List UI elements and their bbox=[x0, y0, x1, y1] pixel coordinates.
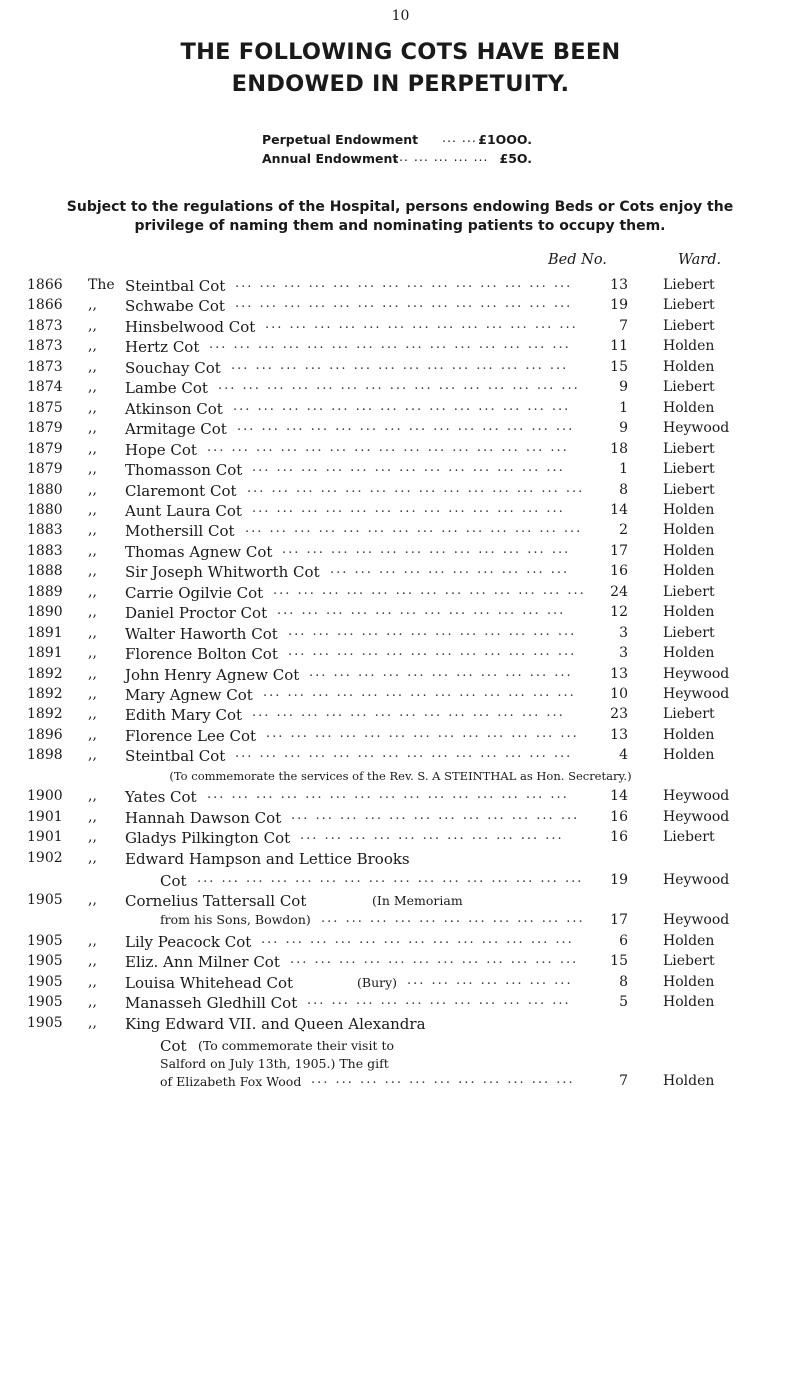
cot-prefix: ,, bbox=[88, 892, 97, 908]
cot-row bbox=[0, 850, 801, 870]
cot-row bbox=[0, 359, 801, 379]
cot-year: 1891 bbox=[27, 624, 63, 641]
dot-leader: ... ... ... ... ... ... ... ... ... ... ... ... bbox=[288, 623, 577, 639]
cot-name: Hinsbelwood Cot bbox=[125, 317, 256, 336]
cot-name: Florence Bolton Cot bbox=[125, 645, 278, 664]
cot-year: 1896 bbox=[27, 726, 63, 743]
page-title bbox=[0, 36, 801, 100]
cot-bed-number: 9 bbox=[619, 379, 628, 396]
cot-name: Atkinson Cot bbox=[125, 399, 223, 418]
cot-year: 1905 bbox=[27, 953, 63, 969]
cot-year: 1905 bbox=[27, 1014, 63, 1031]
cot-ward: Heywood bbox=[663, 665, 730, 682]
cot-bed-number: 3 bbox=[619, 645, 628, 662]
cot-prefix: ,, bbox=[88, 338, 97, 355]
cot-ward: Liebert bbox=[663, 953, 715, 969]
cot-prefix: ,, bbox=[88, 399, 97, 416]
cot-name: Mothersill Cot bbox=[125, 522, 235, 541]
cot-prefix: The bbox=[88, 277, 115, 293]
endowment-dots: ... ... bbox=[442, 130, 477, 145]
cot-bed-number: 23 bbox=[610, 706, 628, 723]
cot-prefix: ,, bbox=[88, 994, 97, 1010]
dot-leader: ... ... ... ... ... ... ... ... ... ... ... bbox=[307, 993, 571, 1008]
cot-year: 1883 bbox=[27, 522, 63, 539]
cot-prefix: ,, bbox=[88, 583, 97, 600]
cot-row bbox=[0, 502, 801, 522]
cot-ward: Holden bbox=[663, 358, 715, 375]
cot-name: Edward Hampson and Lettice Brooks bbox=[125, 849, 410, 868]
dot-leader: ... ... ... ... ... ... ... ... ... ... ... ... ... ... ... ... bbox=[197, 870, 584, 886]
cot-ward: Holden bbox=[663, 604, 715, 621]
cot-bed-number: 16 bbox=[610, 563, 628, 580]
cot-ward: Liebert bbox=[663, 277, 715, 293]
cot-name-continued: Cot bbox=[160, 871, 187, 890]
cot-name: King Edward VII. and Queen Alexandra bbox=[125, 1014, 426, 1033]
cot-year: 1891 bbox=[27, 645, 63, 662]
dot-leader: ... ... ... ... ... ... ... ... ... ... ... bbox=[321, 911, 585, 926]
cot-prefix: ,, bbox=[88, 501, 97, 518]
cot-ward: Liebert bbox=[663, 583, 715, 600]
cot-prefix: ,, bbox=[88, 522, 97, 539]
cot-bed-number: 3 bbox=[619, 624, 628, 641]
cot-row bbox=[0, 338, 801, 358]
cot-bed-number: 2 bbox=[619, 522, 628, 539]
cot-row bbox=[0, 318, 801, 338]
cot-name: Lily Peacock Cot bbox=[125, 932, 252, 951]
dot-leader: ... ... ... ... ... ... ... ... ... ... ... ... ... bbox=[261, 931, 574, 947]
title-line-1: THE FOLLOWING COTS HAVE BEEN bbox=[180, 39, 621, 65]
dot-leader: ... ... ... ... ... ... ... ... ... ... ... ... ... ... ... bbox=[207, 787, 569, 802]
cot-ward: Holden bbox=[663, 747, 715, 764]
cot-year: 1890 bbox=[27, 604, 63, 621]
cot-ward: Liebert bbox=[663, 706, 715, 723]
cot-prefix: ,, bbox=[88, 747, 97, 764]
cot-bed-number: 9 bbox=[619, 420, 628, 437]
cot-sub-note: of Elizabeth Fox Wood bbox=[160, 1073, 302, 1089]
cot-ward: Holden bbox=[663, 645, 715, 662]
cot-row bbox=[0, 666, 801, 686]
cot-ward: Holden bbox=[663, 542, 715, 559]
cot-bed-number: 1 bbox=[619, 461, 628, 478]
cot-year: 1902 bbox=[27, 849, 63, 866]
cot-ward: Liebert bbox=[663, 829, 715, 845]
cot-name: Edith Mary Cot bbox=[125, 706, 243, 725]
cot-name-note: (In Memoriam bbox=[372, 893, 463, 908]
cot-prefix: ,, bbox=[88, 461, 97, 478]
endowment-label: Annual Endowment bbox=[262, 151, 399, 166]
cot-name: Gladys Pilkington Cot bbox=[125, 829, 291, 847]
cot-row bbox=[0, 441, 801, 461]
cot-year: 1866 bbox=[27, 297, 63, 314]
dot-leader: ... ... ... ... ... ... ... ... ... ... ... ... ... ... bbox=[237, 419, 575, 435]
cot-bed-number: 7 bbox=[619, 1072, 628, 1089]
cot-bed-number: 15 bbox=[610, 358, 628, 375]
cot-ward: Liebert bbox=[663, 624, 715, 641]
cot-year: 1874 bbox=[27, 379, 63, 396]
cot-name: Walter Haworth Cot bbox=[125, 624, 278, 643]
endowment-label: Perpetual Endowment bbox=[262, 132, 419, 147]
cot-name: Souchay Cot bbox=[125, 358, 221, 377]
cot-ward: Liebert bbox=[663, 461, 715, 478]
dot-leader: ... ... ... ... ... ... ... ... ... ... ... ... ... ... ... bbox=[218, 378, 580, 394]
cot-year: 1905 bbox=[27, 973, 63, 990]
cot-row bbox=[0, 522, 801, 542]
cot-ward: Holden bbox=[663, 726, 715, 743]
cot-row bbox=[0, 727, 801, 747]
cot-prefix: ,, bbox=[88, 317, 97, 334]
cot-row bbox=[0, 420, 801, 440]
cot-bed-number: 24 bbox=[610, 583, 628, 600]
cot-name: Claremont Cot bbox=[125, 481, 237, 500]
cot-name: Hope Cot bbox=[125, 440, 197, 459]
cot-year: 1901 bbox=[27, 808, 63, 825]
cot-prefix: ,, bbox=[88, 645, 97, 662]
cot-ward: Heywood bbox=[663, 420, 730, 437]
dot-leader: ... ... ... ... ... ... ... ... ... ... ... ... bbox=[288, 644, 577, 660]
cot-prefix: ,, bbox=[88, 932, 97, 949]
dot-leader: ... ... ... ... ... ... ... ... ... ... ... ... ... ... bbox=[235, 276, 573, 291]
cot-ward: Heywood bbox=[663, 871, 730, 888]
cot-name: Steintbal Cot bbox=[125, 277, 226, 295]
cot-ward: Liebert bbox=[663, 379, 715, 396]
cot-name: Carrie Ogilvie Cot bbox=[125, 583, 264, 602]
cot-bed-number: 18 bbox=[610, 440, 628, 457]
cot-year: 1905 bbox=[27, 892, 63, 908]
cot-name-note: (Bury) bbox=[357, 974, 398, 990]
cot-row bbox=[0, 379, 801, 399]
cot-ward: Liebert bbox=[663, 297, 715, 314]
cot-year: 1892 bbox=[27, 686, 63, 702]
cot-row bbox=[0, 297, 801, 317]
cot-ward: Heywood bbox=[663, 788, 730, 804]
cot-bed-number: 14 bbox=[610, 501, 628, 518]
dot-leader: ... ... ... ... ... ... ... ... ... ... ... ... ... bbox=[252, 500, 565, 516]
cot-ward: Holden bbox=[663, 973, 715, 990]
cot-row bbox=[0, 788, 801, 808]
cot-row-continuation bbox=[0, 872, 801, 892]
dot-leader: ... ... ... ... ... ... ... ... ... ... ... ... bbox=[291, 807, 580, 823]
cot-row-continuation bbox=[0, 1037, 801, 1057]
cot-name: Schwabe Cot bbox=[125, 297, 225, 316]
title-line-2: ENDOWED IN PERPETUITY. bbox=[231, 71, 570, 97]
cot-ward: Holden bbox=[663, 399, 715, 416]
cot-bed-number: 17 bbox=[610, 542, 628, 559]
cot-row bbox=[0, 829, 801, 849]
endowment-dots: ... ... ... ... ... bbox=[394, 149, 489, 164]
cot-ward: Heywood bbox=[663, 686, 730, 702]
cot-row bbox=[0, 482, 801, 502]
dot-leader: ... ... ... ... ... ... ... bbox=[407, 972, 573, 988]
cot-year: 1898 bbox=[27, 747, 63, 764]
cot-bed-number: 17 bbox=[610, 912, 628, 928]
cot-row bbox=[0, 461, 801, 481]
cot-ward: Liebert bbox=[663, 317, 715, 334]
cot-row bbox=[0, 994, 801, 1014]
dot-leader: ... ... ... ... ... ... ... ... ... ... ... ... ... bbox=[265, 316, 578, 332]
cot-row-continuation bbox=[0, 1073, 801, 1093]
cot-name: Lambe Cot bbox=[125, 379, 208, 398]
cot-prefix: ,, bbox=[88, 297, 97, 314]
cot-prefix: ,, bbox=[88, 624, 97, 641]
cot-name: Armitage Cot bbox=[125, 420, 227, 439]
cot-row bbox=[0, 892, 801, 912]
cot-bed-number: 13 bbox=[610, 726, 628, 743]
cot-year: 1905 bbox=[27, 994, 63, 1010]
dot-leader: ... ... ... ... ... ... ... ... ... ... ... ... ... ... bbox=[235, 296, 573, 312]
cot-bed-number: 4 bbox=[619, 747, 628, 764]
cot-row-continuation bbox=[0, 912, 801, 932]
dot-leader: ... ... ... ... ... ... ... ... ... ... ... ... ... bbox=[252, 460, 565, 476]
cot-row bbox=[0, 1015, 801, 1035]
cot-bed-number: 7 bbox=[619, 317, 628, 334]
cot-name: Thomas Agnew Cot bbox=[125, 542, 273, 561]
endowment-amount: £5O. bbox=[499, 151, 532, 166]
dot-leader: ... ... ... ... ... ... ... ... ... ... ... ... ... ... bbox=[247, 480, 585, 496]
ward-column-header: Ward. bbox=[678, 252, 722, 268]
cot-prefix: ,, bbox=[88, 358, 97, 375]
cot-prefix: ,, bbox=[88, 829, 97, 845]
cot-year: 1866 bbox=[27, 277, 63, 293]
cot-name: Mary Agnew Cot bbox=[125, 686, 253, 704]
cot-prefix: ,, bbox=[88, 849, 97, 866]
dot-leader: ... ... ... ... ... ... ... ... ... ... ... ... ... ... bbox=[231, 357, 569, 373]
cot-ward: Holden bbox=[663, 522, 715, 539]
cot-prefix: ,, bbox=[88, 808, 97, 825]
cot-name: Steintbal Cot bbox=[125, 747, 226, 766]
cot-year: 1892 bbox=[27, 665, 63, 682]
cot-name: Louisa Whitehead Cot bbox=[125, 973, 294, 992]
cot-sub-note: Salford on July 13th, 1905.) The gift bbox=[160, 1055, 389, 1071]
cot-prefix: ,, bbox=[88, 604, 97, 621]
cot-bed-number: 15 bbox=[610, 953, 628, 969]
endowment-amount: £1OOO. bbox=[478, 132, 532, 147]
cot-bed-number: 13 bbox=[610, 665, 628, 682]
cot-ward: Holden bbox=[663, 338, 715, 355]
cot-prefix: ,, bbox=[88, 420, 97, 437]
cot-ward: Liebert bbox=[663, 440, 715, 457]
cot-name: Eliz. Ann Milner Cot bbox=[125, 953, 280, 971]
cot-bed-number: 6 bbox=[619, 932, 628, 949]
cot-row bbox=[0, 645, 801, 665]
dot-leader: ... ... ... ... ... ... ... ... ... ... ... bbox=[311, 1071, 575, 1087]
dot-leader: ... ... ... ... ... ... ... ... ... ... ... ... ... ... bbox=[245, 521, 583, 537]
cot-year: 1873 bbox=[27, 358, 63, 375]
dot-leader: ... ... ... ... ... ... ... ... ... ... ... ... ... ... bbox=[233, 398, 571, 414]
cot-prefix: ,, bbox=[88, 542, 97, 559]
cot-name: Florence Lee Cot bbox=[125, 726, 257, 745]
dot-leader: ... ... ... ... ... ... ... ... ... ... ... ... bbox=[277, 603, 566, 619]
cot-bed-number: 19 bbox=[610, 297, 628, 314]
cot-year: 1880 bbox=[27, 481, 63, 498]
cot-name: Daniel Proctor Cot bbox=[125, 604, 268, 623]
cot-bed-number: 8 bbox=[619, 973, 628, 990]
cot-bed-number: 16 bbox=[610, 829, 628, 845]
cot-name: Hertz Cot bbox=[125, 338, 200, 357]
cot-year: 1883 bbox=[27, 542, 63, 559]
cot-bed-number: 13 bbox=[610, 277, 628, 293]
cot-ward: Holden bbox=[663, 563, 715, 580]
cot-prefix: ,, bbox=[88, 1014, 97, 1031]
cot-row bbox=[0, 277, 801, 297]
cot-year: 1879 bbox=[27, 420, 63, 437]
cot-row bbox=[0, 953, 801, 973]
cot-name: Thomasson Cot bbox=[125, 461, 243, 480]
cot-prefix: ,, bbox=[88, 563, 97, 580]
memorial-note: (To commemorate the services of the Rev. S. A STEINTHAL as Hon. Secretary.) bbox=[169, 768, 632, 783]
cot-prefix: ,, bbox=[88, 440, 97, 457]
cot-bed-number: 10 bbox=[610, 686, 628, 702]
cot-ward: Holden bbox=[663, 994, 715, 1010]
cot-prefix: ,, bbox=[88, 481, 97, 498]
cot-bed-number: 1 bbox=[619, 399, 628, 416]
dot-leader: ... ... ... ... ... ... ... ... ... ... ... ... ... bbox=[266, 725, 579, 741]
dot-leader: ... ... ... ... ... ... ... ... ... ... ... ... ... bbox=[263, 685, 576, 700]
cot-row bbox=[0, 809, 801, 829]
cot-year: 1905 bbox=[27, 932, 63, 949]
cot-name-continued: Cot bbox=[160, 1036, 187, 1055]
cot-row bbox=[0, 933, 801, 953]
dot-leader: ... ... ... ... ... ... ... ... ... ... ... ... ... bbox=[273, 582, 586, 598]
cot-ward: Liebert bbox=[663, 481, 715, 498]
cot-ward: Holden bbox=[663, 1072, 715, 1089]
cot-bed-number: 8 bbox=[619, 481, 628, 498]
cot-row bbox=[0, 584, 801, 604]
cot-year: 1888 bbox=[27, 563, 63, 580]
cot-sub-note: (To commemorate their visit to bbox=[198, 1037, 395, 1053]
page-number: 10 bbox=[391, 8, 410, 24]
cot-name: Manasseh Gledhill Cot bbox=[125, 994, 298, 1012]
cot-bed-number: 16 bbox=[610, 808, 628, 825]
cot-bed-number: 14 bbox=[610, 788, 628, 804]
cot-ward: Holden bbox=[663, 932, 715, 949]
dot-leader: ... ... ... ... ... ... ... ... ... ... ... ... ... ... bbox=[235, 746, 573, 762]
cot-prefix: ,, bbox=[88, 973, 97, 990]
cot-year: 1879 bbox=[27, 461, 63, 478]
cot-row bbox=[0, 974, 801, 994]
cot-name: Aunt Laura Cot bbox=[125, 501, 242, 520]
dot-leader: ... ... ... ... ... ... ... ... ... ... ... bbox=[300, 828, 564, 843]
cot-row bbox=[0, 747, 801, 767]
cot-prefix: ,, bbox=[88, 706, 97, 723]
cot-name: Sir Joseph Whitworth Cot bbox=[125, 563, 320, 582]
cot-year: 1880 bbox=[27, 501, 63, 518]
cot-row bbox=[0, 543, 801, 563]
dot-leader: ... ... ... ... ... ... ... ... ... ... bbox=[330, 562, 570, 578]
cot-bed-number: 19 bbox=[610, 871, 628, 888]
cot-prefix: ,, bbox=[88, 726, 97, 743]
cot-bed-number: 5 bbox=[619, 994, 628, 1010]
cot-year: 1889 bbox=[27, 583, 63, 600]
cot-row bbox=[0, 686, 801, 706]
cot-prefix: ,, bbox=[88, 788, 97, 804]
cot-year: 1873 bbox=[27, 317, 63, 334]
cot-year: 1901 bbox=[27, 829, 63, 845]
cot-prefix: ,, bbox=[88, 379, 97, 396]
cot-ward: Heywood bbox=[663, 808, 730, 825]
bed-column-header: Bed No. bbox=[548, 252, 607, 268]
cot-row bbox=[0, 706, 801, 726]
dot-leader: ... ... ... ... ... ... ... ... ... ... ... ... ... ... ... bbox=[209, 337, 571, 353]
cot-sub-note: from his Sons, Bowdon) bbox=[160, 912, 311, 927]
cot-year: 1900 bbox=[27, 788, 63, 804]
cot-ward: Holden bbox=[663, 501, 715, 518]
cot-year: 1879 bbox=[27, 440, 63, 457]
dot-leader: ... ... ... ... ... ... ... ... ... ... ... ... bbox=[282, 541, 571, 557]
cot-row bbox=[0, 625, 801, 645]
cot-row bbox=[0, 563, 801, 583]
dot-leader: ... ... ... ... ... ... ... ... ... ... ... ... bbox=[290, 952, 579, 967]
cot-year: 1875 bbox=[27, 399, 63, 416]
cot-row bbox=[0, 604, 801, 624]
dot-leader: ... ... ... ... ... ... ... ... ... ... ... ... ... ... ... bbox=[207, 439, 569, 455]
intro-paragraph: Subject to the regulations of the Hospital, persons endowing Beds or Cots enjoy the privilege of naming them and nominating patients to occupy them. bbox=[66, 199, 734, 234]
cot-name: John Henry Agnew Cot bbox=[125, 665, 300, 684]
cot-name: Cornelius Tattersall Cot bbox=[125, 892, 307, 910]
cot-year: 1873 bbox=[27, 338, 63, 355]
cot-bed-number: 11 bbox=[610, 338, 628, 355]
cot-ward: Heywood bbox=[663, 912, 730, 928]
cot-prefix: ,, bbox=[88, 953, 97, 969]
cot-year: 1892 bbox=[27, 706, 63, 723]
cot-prefix: ,, bbox=[88, 686, 97, 702]
cot-name: Yates Cot bbox=[125, 788, 197, 806]
cot-prefix: ,, bbox=[88, 665, 97, 682]
cot-bed-number: 12 bbox=[610, 604, 628, 621]
dot-leader: ... ... ... ... ... ... ... ... ... ... ... ... ... bbox=[252, 705, 565, 721]
cot-row bbox=[0, 400, 801, 420]
cot-name: Hannah Dawson Cot bbox=[125, 808, 282, 827]
dot-leader: ... ... ... ... ... ... ... ... ... ... ... bbox=[309, 664, 573, 680]
